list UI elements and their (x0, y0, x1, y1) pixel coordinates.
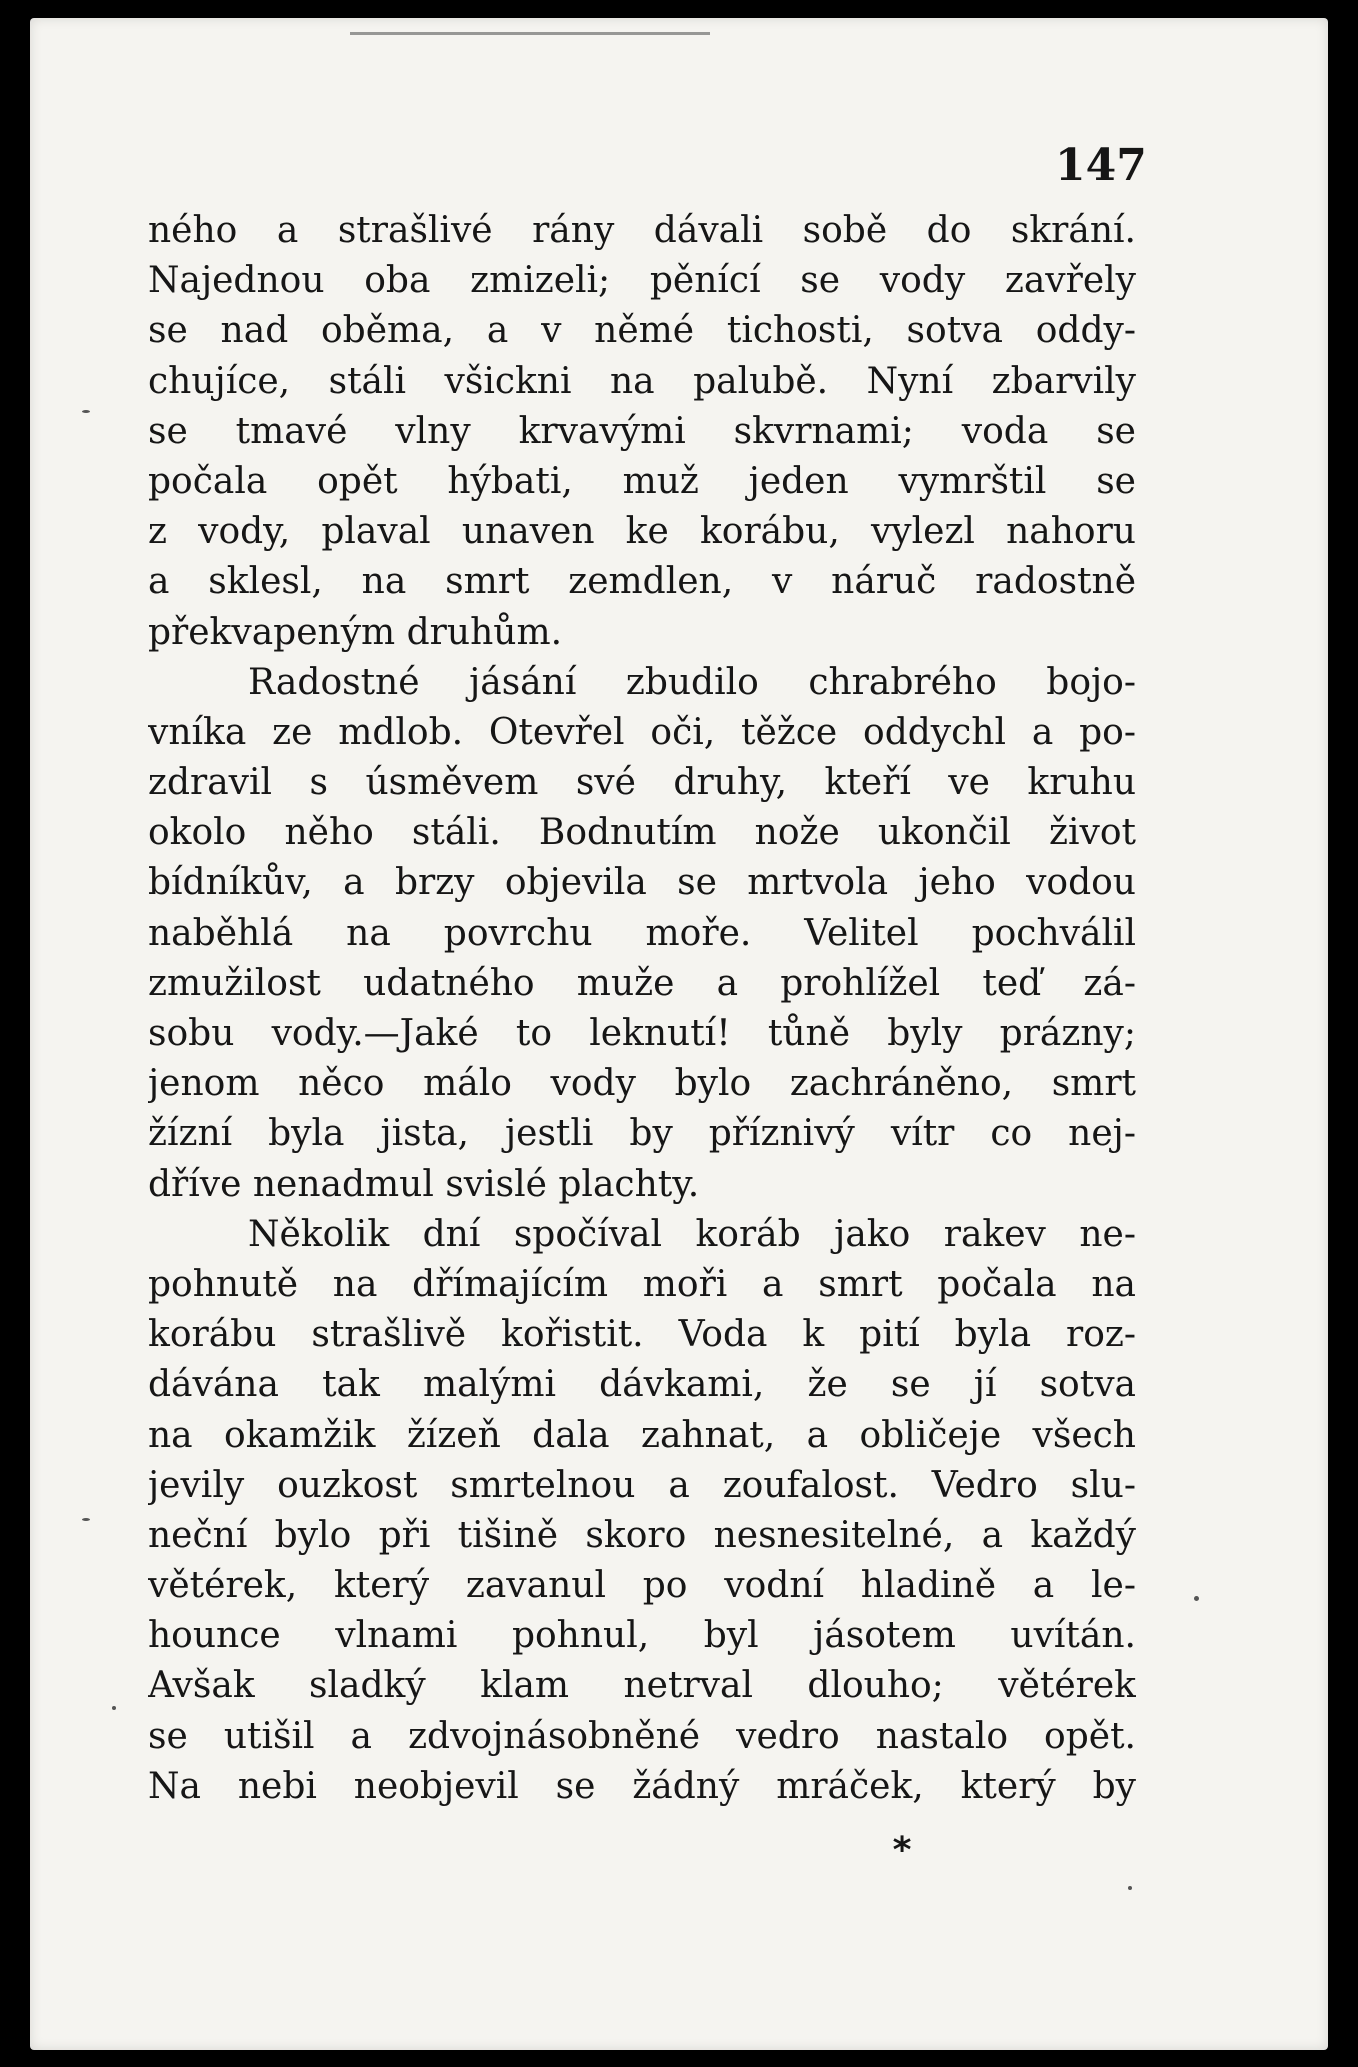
page-number: 147 (1055, 140, 1147, 191)
text-line: na okamžik žízeň dala zahnat, a obličeje všech (148, 1414, 1136, 1456)
text-line: pohnutě na dřímajícím moři a smrt počala na (148, 1263, 1136, 1305)
text-line: větérek, který zavanul po vodní hladině a le- (148, 1565, 1136, 1607)
text-line: zmužilost udatného muže a prohlížel teď zá- (148, 962, 1136, 1004)
scan-scratch (350, 32, 710, 35)
text-line: sobu vody.—Jaké to leknutí! tůně byly prázny; (148, 1013, 1136, 1054)
paragraph-start-line: Radostné jásání zbudilo chrabrého bojo- (248, 661, 1136, 703)
text-line: Na nebi neobjevil se žádný mráček, který by (148, 1765, 1136, 1807)
paragraph-start-line: Několik dní spočíval koráb jako rakev ne- (248, 1213, 1136, 1255)
text-line: dříve nenadmul svislé plachty. (148, 1163, 700, 1205)
text-line: hounce vlnami pohnul, byl jásotem uvítán. (148, 1615, 1136, 1657)
text-line: zdravil s úsměvem své druhy, kteří ve kruhu (148, 762, 1136, 804)
text-line: chujíce, stáli všickni na palubě. Nyní zbarvily (148, 360, 1136, 402)
margin-speck (112, 1706, 116, 1710)
text-line: okolo něho stáli. Bodnutím nože ukončil život (148, 812, 1136, 854)
text-line: Avšak sladký klam netrval dlouho; větérek (148, 1665, 1136, 1707)
margin-speck (82, 410, 90, 413)
text-line: vníka ze mdlob. Otevřel oči, těžce oddychl a po- (148, 711, 1136, 753)
text-line: jenom něco málo vody bylo zachráněno, smrt (148, 1063, 1136, 1105)
text-line: korábu strašlivě kořistit. Voda k pití byla roz- (148, 1314, 1136, 1356)
text-line: z vody, plaval unaven ke korábu, vylezl nahoru (148, 511, 1136, 553)
text-line: a sklesl, na smrt zemdlen, v náruč radostně (148, 561, 1136, 603)
text-line: bídníkův, a brzy objevila se mrtvola jeho vodou (148, 862, 1136, 904)
text-line: neční bylo při tišině skoro nesnesitelné, a každý (148, 1514, 1136, 1556)
text-line: se utišil a zdvojnásobněné vedro nastalo opět. (148, 1715, 1136, 1757)
margin-speck (1128, 1886, 1132, 1890)
margin-speck (1194, 1596, 1199, 1601)
text-line: počala opět hýbati, muž jeden vymrštil se (148, 460, 1136, 502)
text-line: dávána tak malými dávkami, že se jí sotva (148, 1364, 1136, 1406)
text-line: Najednou oba zmizeli; pěnící se vody zavřely (148, 260, 1136, 302)
text-line: jevily ouzkost smrtelnou a zoufalost. Vedro slu- (148, 1464, 1136, 1506)
text-line: se tmavé vlny krvavými skvrnami; voda se (148, 410, 1136, 452)
margin-speck (82, 1518, 90, 1521)
signature-asterisk: * (892, 1830, 912, 1871)
text-line: se nad oběma, a v němé tichosti, sotva oddy- (148, 310, 1136, 352)
book-page (30, 18, 1328, 2050)
page-body-text (148, 206, 1136, 1812)
text-line: ného a strašlivé rány dávali sobě do skrání. (148, 210, 1136, 251)
text-line: naběhlá na povrchu moře. Velitel pochválil (148, 912, 1136, 954)
text-line: překvapeným druhům. (148, 611, 563, 653)
text-line: žízní byla jista, jestli by příznivý vítr co nej- (148, 1113, 1136, 1155)
